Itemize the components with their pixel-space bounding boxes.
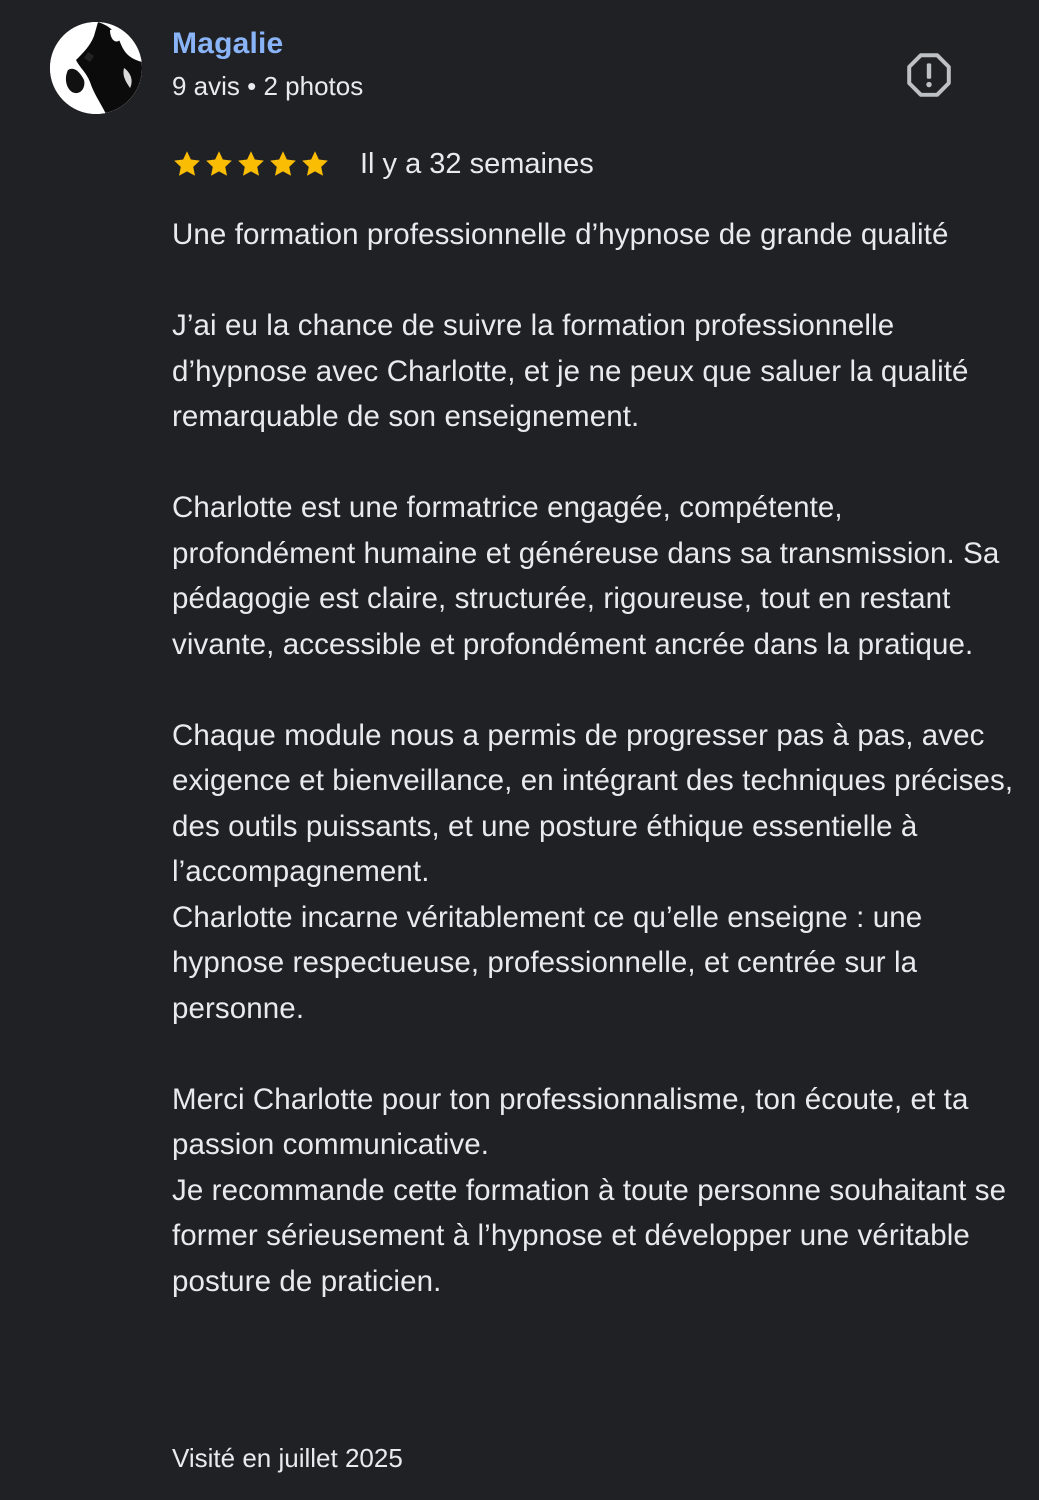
exclamation-octagon-icon bbox=[904, 50, 954, 100]
author-name[interactable]: Magalie bbox=[172, 27, 284, 60]
author-meta: 9 avis • 2 photos bbox=[172, 71, 364, 101]
visit-date: Visité en juillet 2025 bbox=[172, 1443, 403, 1473]
report-review-button[interactable] bbox=[900, 46, 958, 104]
rating-row bbox=[172, 144, 594, 184]
review-paragraph: Merci Charlotte pour ton professionnalisme, ton écoute, et ta passion communicative. Je recommande cette formation à toute personne souhaitant se former sérieusement à l’hypnose et développer une véritable posture de praticien. bbox=[172, 1082, 1007, 1298]
review-paragraph-title: Une formation professionnelle d’hypnose de grande qualité bbox=[172, 218, 949, 251]
review-paragraph: Charlotte est une formatrice engagée, compétente, profondément humaine et généreuse dans sa transmission. Sa pédagogie est claire, structurée, rigoureuse, tout en restant vivante, accessible et profondément ancrée dans la pratique. bbox=[172, 491, 1000, 661]
review-paragraph: J’ai eu la chance de suivre la formation professionnelle d’hypnose avec Charlotte, et je ne peux que saluer la qualité remarquable de son enseignement. bbox=[172, 309, 969, 433]
star-icon bbox=[172, 149, 202, 179]
star-icon bbox=[300, 149, 330, 179]
star-rating bbox=[172, 149, 330, 179]
review-text bbox=[172, 212, 1022, 1304]
star-icon bbox=[268, 149, 298, 179]
review-date: Il y a 32 semaines bbox=[360, 148, 594, 180]
star-icon bbox=[236, 149, 266, 179]
author-avatar[interactable] bbox=[50, 22, 142, 114]
review-paragraph: Chaque module nous a permis de progresser pas à pas, avec exigence et bienveillance, en intégrant des techniques précises, des outils puissants, et une posture éthique essentielle à l’accompagnement. Charlotte incarne véritablement ce qu’elle enseigne : une hypnose respectueuse, professionnelle, et centrée sur la personne. bbox=[172, 718, 1014, 1025]
profile-photo-avatar bbox=[50, 22, 142, 114]
star-icon bbox=[204, 149, 234, 179]
